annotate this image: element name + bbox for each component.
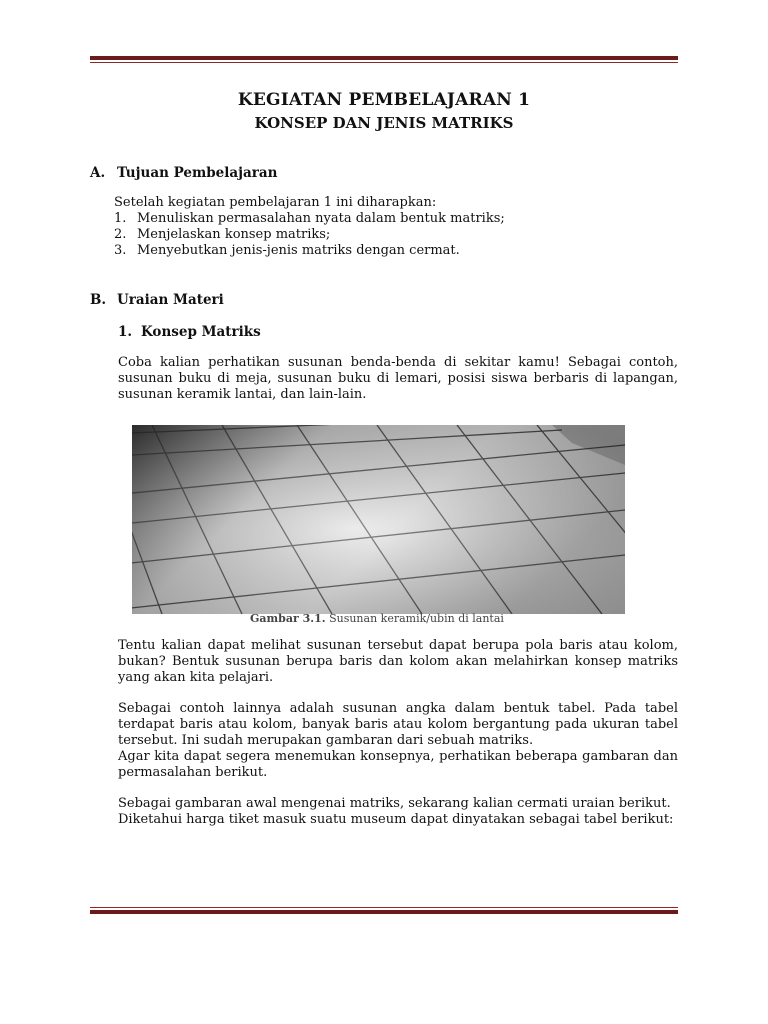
page-subtitle: KONSEP DAN JENIS MATRIKS (254, 114, 514, 132)
section-a-heading (90, 165, 277, 181)
objectives-list (114, 211, 674, 259)
section-b-heading (90, 292, 224, 308)
section-b-number: B. (90, 292, 107, 308)
figure-caption (250, 612, 610, 625)
tile-floor-photo (132, 425, 625, 614)
subsection-number: 1. (118, 324, 133, 340)
list-item: 1. Menuliskan permasalahan nyata dalam bentuk matriks; (114, 211, 505, 226)
subsection-heading (118, 324, 261, 340)
paragraph-initial: Sebagai gambaran awal mengenai matriks, sekarang kalian cermati uraian berikut. (118, 796, 671, 811)
bottom-border-rule (90, 907, 678, 914)
paragraph-pattern: Tentu kalian dapat melihat susunan tersebut dapat berupa pola baris atau kolom, bukan? Bentuk susunan berupa baris dan kolom akan melahirkan konsep matriks yang akan kita pelajari. (118, 638, 678, 685)
objectives-block (114, 195, 674, 259)
list-item: 3. Menyebutkan jenis-jenis matriks dengan cermat. (114, 243, 460, 258)
subsection-title: Konsep Matriks (141, 324, 261, 340)
section-b-title: Uraian Materi (117, 292, 224, 308)
page-title: KEGIATAN PEMBELAJARAN 1 (237, 90, 531, 110)
section-a-title: Tujuan Pembelajaran (117, 165, 278, 181)
paragraph-table-example: Sebagai contoh lainnya adalah susunan angka dalam bentuk tabel. Pada tabel terdapat baris atau kolom, banyak baris atau kolom bergantung pada ukuran tabel tersebut. Ini sudah merupakan gambaran dari sebuah matriks. (118, 701, 678, 748)
paragraph-intro: Coba kalian perhatikan susunan benda-benda di sekitar kamu! Sebagai contoh, susunan buku di meja, susunan buku di lemari, posisi siswa berbaris di lapangan, susunan keramik lantai, dan lain-lain. (118, 355, 678, 402)
section-a-number: A. (90, 165, 106, 181)
paragraph-museum: Diketahui harga tiket masuk suatu museum dapat dinyatakan sebagai tabel berikut: (118, 812, 674, 827)
caption-text: Susunan keramik/ubin di lantai (329, 612, 504, 625)
page-title-block (0, 90, 768, 132)
caption-label: Gambar 3.1. (250, 612, 326, 625)
list-item: 2. Menjelaskan konsep matriks; (114, 227, 331, 242)
top-border-rule (90, 56, 678, 63)
objectives-intro: Setelah kegiatan pembelajaran 1 ini diharapkan: (114, 195, 437, 210)
paragraph-concept: Agar kita dapat segera menemukan konsepnya, perhatikan beberapa gambaran dan permasalahan berikut. (118, 749, 678, 780)
